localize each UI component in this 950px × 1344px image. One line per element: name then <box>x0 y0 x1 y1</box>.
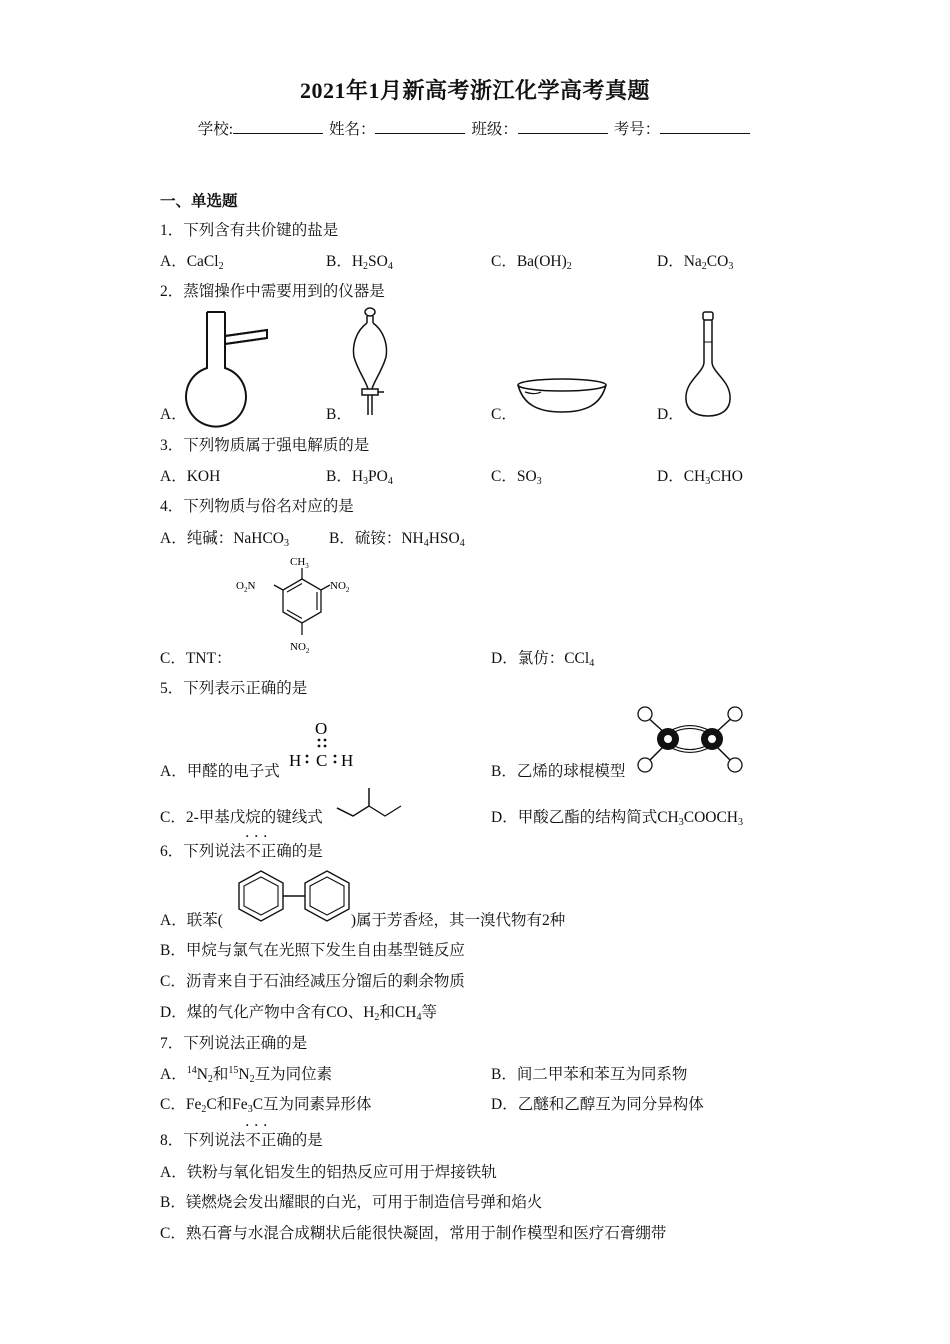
q8-option-c: C．熟石膏与水混合成糊状后能很快凝固，常用于制作模型和医疗石膏绷带 <box>160 1225 667 1242</box>
q5-option-c: C．2-甲基戊烷的键线式 <box>160 809 323 826</box>
svg-text:C: C <box>316 751 328 770</box>
exam-no-label: 考号： <box>613 121 661 138</box>
q7-stem: 7．下列说法正确的是 <box>160 1035 308 1052</box>
ethylene-ball-stick-image <box>633 703 748 778</box>
svg-text:O: O <box>315 719 328 738</box>
distillation-flask-image <box>185 308 275 418</box>
q3-option-c: C．$SO_3$ <box>491 468 542 487</box>
methylpentane-skeletal-image <box>335 784 407 822</box>
q5-option-a: A．甲醛的电子式 <box>160 763 280 780</box>
q7-option-c: C．$Fe_2C$和$Fe_3C$互为同素异形体 <box>160 1096 372 1115</box>
q8-option-b: B．镁燃烧会发出耀眼的白光，可用于制造信号弹和焰火 <box>160 1194 543 1211</box>
q7-option-d: D．乙醚和乙醇互为同分异构体 <box>491 1096 704 1113</box>
exam-no-blank[interactable] <box>660 119 750 134</box>
svg-text:H: H <box>341 751 354 770</box>
q6-option-c: C．沥青来自于石油经减压分馏后的剩余物质 <box>160 973 465 990</box>
separatory-funnel-image <box>350 305 396 417</box>
volumetric-flask-image <box>683 310 739 418</box>
q7-option-a: A．$^{14}N_2$和$^{15}N_2$互为同位素 <box>160 1065 333 1085</box>
q6-stem: 6．下列说法· · · 不正确的是 <box>160 839 323 861</box>
q6-option-a: A．联苯( )属于芳香烃，其一溴代物有2种 <box>160 912 566 929</box>
q5-option-b: B．乙烯的球棍模型 <box>491 763 626 780</box>
q8-emphasis: · · · 不正确 <box>245 1132 292 1149</box>
q2-option-c: C． <box>491 406 517 423</box>
q6-option-d: D．煤的气化产物中含有CO、$H_2$和$CH_4$等 <box>160 1004 437 1023</box>
q1-option-d: D．$Na_2CO_3$ <box>657 253 734 272</box>
formaldehyde-electron-formula-image <box>287 716 357 776</box>
q8-stem: 8．下列说法· · · 不正确的是 <box>160 1128 323 1150</box>
q3-option-a: A．KOH <box>160 468 221 485</box>
q3-option-d: D．$CH_3CHO$ <box>657 468 743 487</box>
q4-option-a: A．纯碱：NaHCO$_3$ <box>160 530 289 549</box>
q7-option-b: B．间二甲苯和苯互为同系物 <box>491 1066 688 1083</box>
q1-option-b: B．$H_2SO_4$ <box>326 253 393 272</box>
tnt-no2-left-label: $O_2N$ <box>236 580 256 594</box>
tnt-ch3-label: $CH_3$ <box>290 556 309 570</box>
q4-option-b: B．硫铵：$NH_4HSO_4$ <box>329 530 465 549</box>
class-label: 班级： <box>471 121 518 138</box>
q2-option-d: D． <box>657 406 684 423</box>
evaporating-dish-image <box>517 378 609 418</box>
student-info-line <box>0 117 950 139</box>
tnt-structure-image <box>232 553 362 658</box>
q2-stem: 2．蒸馏操作中需要用到的仪器是 <box>160 283 385 300</box>
svg-text:H: H <box>289 751 302 770</box>
class-blank[interactable] <box>518 119 608 134</box>
exam-title: 2021年1月新高考浙江化学高考真题 <box>299 78 650 103</box>
tnt-no2-bottom-label: $NO_2$ <box>290 641 310 655</box>
q2-option-b: B． <box>326 406 352 423</box>
q6-emphasis: · · · 不正确 <box>245 843 292 860</box>
school-blank[interactable] <box>233 119 323 134</box>
q8-option-a: A．铁粉与氧化铝发生的铝热反应可用于焊接铁轨 <box>160 1164 497 1181</box>
q4-stem: 4．下列物质与俗名对应的是 <box>160 498 354 515</box>
biphenyl-structure-image <box>231 865 359 927</box>
q1-stem: 1．下列含有共价键的盐是 <box>160 222 339 239</box>
q5-option-d: D．甲酸乙酯的结构简式$CH_3COOCH_3$ <box>491 809 743 828</box>
name-label: 姓名： <box>328 121 376 138</box>
section-title: 一、单选题 <box>160 193 238 210</box>
q4-option-d: D．氯仿：CCl$_4$ <box>491 650 595 669</box>
q1-option-c: C．$Ba(OH)_2$ <box>491 253 572 272</box>
name-blank[interactable] <box>375 119 465 134</box>
q6-option-b: B．甲烷与氯气在光照下发生自由基型链反应 <box>160 942 465 959</box>
q2-option-a: A． <box>160 406 187 423</box>
q3-option-b: B．$H_3PO_4$ <box>326 468 393 487</box>
q5-stem: 5．下列表示正确的是 <box>160 680 308 697</box>
q3-stem: 3．下列物质属于强电解质的是 <box>160 437 370 454</box>
q1-option-a: A．CaCl$_2$ <box>160 253 224 272</box>
tnt-no2-right-label: $NO_2$ <box>330 580 350 594</box>
school-label: 学校: <box>197 121 234 138</box>
q4-option-c: C．TNT： <box>160 650 232 667</box>
